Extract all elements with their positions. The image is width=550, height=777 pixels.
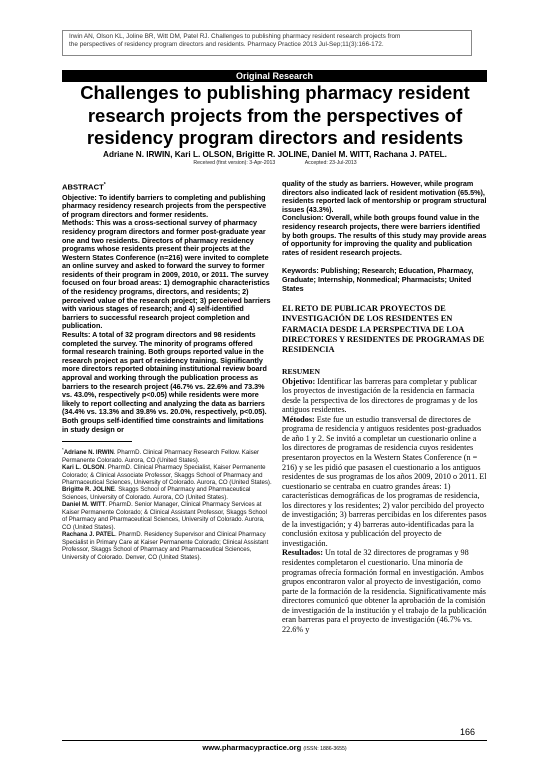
affiliation-text: PharmD. Senior Manager, Clinical Pharmacy Services at Kaiser Permanente Colorado; & Clinical Assistant Professor, Skaggs School of Pharmacy and Pharmaceutical Sciences, University of Colorado. Aurora, CO (United States).	[62, 501, 267, 531]
affiliation-name: Kari L. OLSON	[62, 464, 105, 472]
title-line-2: research projects from the perspectives of	[87, 104, 463, 126]
affiliation-name: Daniel M. WITT	[62, 501, 106, 509]
affiliation-entry: Daniel M. WITT. PharmD. Senior Manager, Clinical Pharmacy Services at Kaiser Permanente Colorado; & Clinical Assistant Professor, Skaggs School of Pharmacy and Pharmaceutical Sciences, University of Colorado. Aurora, CO (United States).	[62, 501, 267, 531]
citation-line-2: the perspectives of residency program directors and residents. Pharmacy Practice 2013 Jul-Sep;11(3):166-172.	[69, 41, 384, 49]
section-label: Original Research	[62, 70, 487, 82]
abstract-methods	[62, 219, 272, 331]
affiliation-entry: Brigitte R. JOLINE. Skaggs School of Pharmacy and Pharmaceutical Sciences, University of Colorado. Aurora, CO (United States).	[62, 486, 251, 501]
methods-text: This was a cross-sectional survey of pharmacy residency program directors and former post-graduate year one and two residents. Directors of pharmacy residency programs whose residents present their projects at the Western States Conference (n=216) were invited to complete an online survey and asked to forward the survey to former residents of their program in 2009, 2010, or 2011. The survey focused on four broad areas: 1) demographic characteristics of the residency programs, directors, and residents; 2) perceived value of the research project; 3) perceived barriers with various stages of research; and 4) self-identified barriers to successful research project completion and publication.	[62, 218, 271, 331]
footnote-divider	[62, 441, 132, 442]
affiliation-name: Brigitte R. JOLINE	[62, 486, 115, 494]
resumen-metodos	[282, 415, 487, 549]
affiliation-entry: Kari L. OLSON. PharmD. Clinical Pharmacy Specialist, Kaiser Permanente Colorado; & Clinical Associate Professor, Skaggs School of Pharmacy and Pharmaceutical Sciences, University of Colorado. Aurora, CO (United States).	[62, 464, 272, 486]
footer-issn: (ISSN: 1886-3655)	[303, 746, 347, 752]
results-text: A total of 32 program directors and 98 residents completed the survey. The minority of programs offered formal research training. Both groups reported value in the research project as part of residency training. Significantly more directors reported obtaining institutional review board approval and working through the publication process as barriers to the research project (46.7% vs. 22.6% and 73.3% vs. 43.0%, respectively p<0.05) while residents were more likely to report collecting and analyzing the data as barriers (34.4% vs. 13.3% and 39.8% vs. 20.0%, respectively, p<0.05). Both groups self-identified time constraints and limitations in study design or	[62, 330, 267, 434]
resumen-heading: RESUMEN	[282, 366, 320, 376]
objetivo-label: Objetivo:	[282, 376, 316, 386]
article-title	[40, 82, 510, 150]
page-number: 166	[460, 727, 476, 737]
affiliation-entry: *Adriane N. IRWIN. PharmD. Clinical Pharmacy Research Fellow. Kaiser Permanente Colorado. Aurora, CO (United States).	[62, 447, 260, 464]
objective-text: To identify barriers to completing and publishing pharmacy residency research projects from the perspective of program directors and former residents.	[62, 192, 267, 219]
affiliation-entry: Rachana J. PATEL. PharmD. Residency Supervisor and Clinical Pharmacy Specialist in Primary Care at Kaiser Permanente Colorado; Clinical Assistant Professor, Skaggs School of Pharmacy and Pharmaceutical Sciences, University of Colorado. Denver, CO (United States).	[62, 531, 269, 561]
methods-label: Methods:	[62, 218, 94, 228]
abstract-conclusion	[282, 214, 487, 257]
right-column	[282, 180, 487, 634]
title-line-3: residency program directors and residents	[86, 127, 464, 148]
footer-divider	[62, 740, 487, 741]
resultados-text: Un total de 32 directores de programas y 98 residentes completaron el cuestionario. Una minoría de programas ofrecía formación formal en investigación. Ambos grupos encontraron valor al proyecto de investigación, como parte de la formación de la residencia. Significativamente más directores comunicó que obtener la aprobación de la comisión de investigación de la institución y el trabajo de la publicación eran barreras para el proyecto de investigación (46.7% vs. 22.6% y	[282, 548, 487, 634]
objective-label: Objective:	[62, 192, 97, 202]
objetivo-text: Identificar las barreras para completar y publicar los proyectos de investigación de la residencia en farmacia desde la perspectiva de los directores de programas y de los antiguos residentes.	[282, 376, 478, 415]
author-list: Adriane N. IRWIN, Kari L. OLSON, Brigitte R. JOLINE, Daniel M. WITT, Rachana J. PATEL.	[103, 150, 447, 159]
footer-site[interactable]: www.pharmacypractice.org	[202, 743, 302, 752]
affiliation-text: Skaggs School of Pharmacy and Pharmaceutical Sciences, University of Colorado. Aurora, CO (United States).	[62, 486, 251, 501]
affiliation-sup: *	[62, 447, 64, 453]
affiliation-text: PharmD. Clinical Pharmacy Specialist, Kaiser Permanente Colorado; & Clinical Associate Professor, Skaggs School of Pharmacy and Pharmaceutical Sciences, University of Colorado. Aurora, CO (United States).	[62, 464, 272, 486]
affiliation-name: Adriane N. IRWIN	[63, 449, 114, 457]
citation-line-1: Irwin AN, Olson KL, Joline BR, Witt DM, Patel RJ. Challenges to publishing pharmacy resident research projects from	[69, 33, 401, 40]
conclusion-label: Conclusion:	[282, 213, 324, 223]
abstract-results-continued: quality of the study as barriers. However, while program directors also indicated lack of resident motivation (65.5%), residents reported lack of mentorship or program structural issues (43.3%).	[282, 179, 487, 214]
abstract-results	[62, 331, 272, 434]
affiliation-text: PharmD. Residency Supervisor and Clinical Pharmacy Specialist in Primary Care at Kaiser Permanente Colorado; Clinical Assistant Professor, Skaggs School of Pharmacy and Pharmaceutical Sciences, University of Colorado. Denver, CO (United States).	[62, 531, 269, 561]
author-affiliations	[62, 446, 272, 561]
metodos-text: Este fue un estudio transversal de directores de programa de residencia y antiguos residentes post-graduados de año 1 y 2. Se invitó a completar un cuestionario online a los directores de programas de residencia cuyos residentes presentaron proyectos en la Western States Conference (n = 216) y se les pidió que pasasen el cuestionario a los antiguos residentes de sus programas de los años 2009, 2010 o 2011. El cuestionario se centraba en cuatro grandes áreas: 1) características demográficas de los programas de residencia, los directores y los residentes; 2) valor percibido del proyecto de investigación; 3) barreras percibidas en los diferentes pasos de la investigación; y 4) barreras auto-identificadas para la conclusión exitosa y publicación del proyecto de investigación.	[282, 414, 487, 548]
page-footer	[62, 743, 487, 754]
dates-line	[40, 160, 510, 167]
resumen-resultados	[282, 548, 487, 634]
keywords-text: Publishing; Research; Education, Pharmacy, Graduate; Internship, Nonmedical; Pharmacists; United States	[282, 266, 474, 293]
received-date: Received (first version): 3-Apr-2013	[193, 160, 276, 166]
affiliation-text: PharmD. Clinical Pharmacy Research Fellow. Kaiser Permanente Colorado. Aurora, CO (United States).	[62, 449, 260, 464]
abstract-heading	[62, 180, 272, 193]
abstract-heading-sup: *	[103, 182, 106, 188]
results-label: Results:	[62, 330, 91, 340]
abstract-objective	[62, 194, 272, 220]
left-column	[62, 180, 272, 561]
citation-box	[62, 30, 472, 56]
title-line-1: Challenges to publishing pharmacy resident	[80, 82, 470, 103]
abstract-keywords	[282, 267, 487, 293]
metodos-label: Métodos:	[282, 414, 315, 424]
accepted-date: Accepted: 23-Jul-2013	[304, 160, 357, 166]
abstract-heading-text: ABSTRACT	[62, 182, 104, 192]
resumen-objetivo	[282, 377, 487, 415]
resultados-label: Resultados:	[282, 548, 323, 558]
affiliation-name: Rachana J. PATEL	[62, 531, 115, 539]
spanish-title: EL RETO DE PUBLICAR PROYECTOS DE INVESTIGACIÓN DE LOS RESIDENTES EN FARMACIA DESDE LA PERSPECTIVA DE LOA DIRECTORES Y RESIDENTES DE PROGRAMAS DE RESIDENCIA	[282, 304, 485, 355]
conclusion-text: Overall, while both groups found value in the residency research projects, there were barriers identified by both groups. The results of this study may provide areas of opportunity for improving the quality and publication rates of resident research projects.	[282, 213, 487, 257]
keywords-label: Keywords:	[282, 266, 319, 276]
